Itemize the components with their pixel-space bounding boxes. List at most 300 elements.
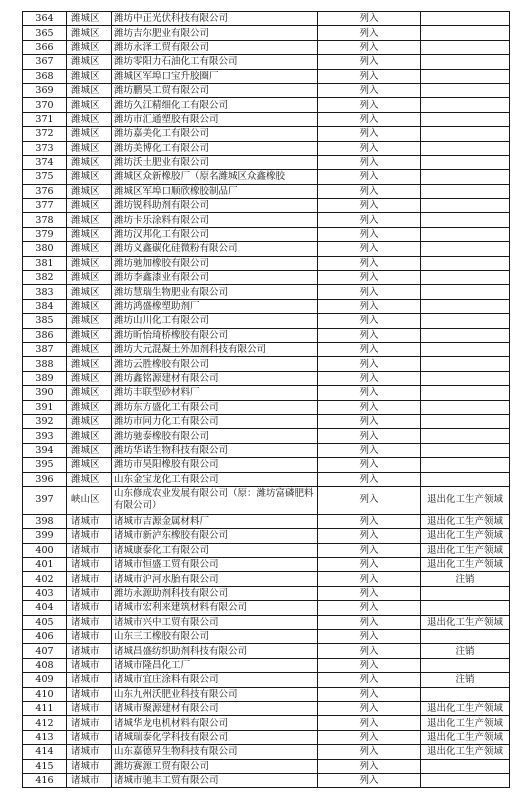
remark-cell [421, 242, 510, 256]
company-name-cell: 诸城昌盛纺织助剂科技有限公司 [112, 644, 318, 658]
company-name-cell: 潍坊汉邦化工有限公司 [112, 227, 318, 241]
table-row [23, 730, 510, 744]
table-row [23, 112, 510, 126]
table-row [23, 12, 510, 26]
remark-cell: 退出化工生产领域 [421, 514, 510, 528]
table-row [23, 299, 510, 313]
row-number: 373 [23, 141, 67, 155]
remark-cell: 退出化工生产领域 [421, 730, 510, 744]
table-row [23, 357, 510, 371]
district-cell: 诸城市 [67, 673, 112, 687]
district-cell: 潍城区 [67, 357, 112, 371]
table-row [23, 170, 510, 184]
row-number: 370 [23, 98, 67, 112]
status-cell: 列入 [318, 586, 421, 600]
status-cell: 列入 [318, 543, 421, 557]
district-cell: 潍城区 [67, 26, 112, 40]
company-name-cell: 潍坊云胜橡胶有限公司 [112, 357, 318, 371]
company-name-cell: 潍坊永泽工贸有限公司 [112, 40, 318, 54]
company-name-cell: 潍坊驰加橡胶有限公司 [112, 256, 318, 270]
status-cell: 列入 [318, 26, 421, 40]
status-cell: 列入 [318, 630, 421, 644]
status-cell: 列入 [318, 759, 421, 773]
status-cell: 列入 [318, 227, 421, 241]
remark-cell [421, 40, 510, 54]
remark-cell [421, 601, 510, 615]
company-name-cell: 潍坊赛源工贸有限公司 [112, 759, 318, 773]
row-number: 403 [23, 586, 67, 600]
district-cell: 诸城市 [67, 730, 112, 744]
company-name-cell: 潍坊永源助剂科技有限公司 [112, 586, 318, 600]
remark-cell [421, 83, 510, 97]
row-number: 408 [23, 658, 67, 672]
row-number: 411 [23, 701, 67, 715]
table-row [23, 458, 510, 472]
district-cell: 潍城区 [67, 328, 112, 342]
company-name-cell: 潍坊华诺生物科技有限公司 [112, 443, 318, 457]
company-name-cell: 山东修成农业发展有限公司（原：潍坊富磷肥料有限公司） [112, 486, 318, 514]
remark-cell [421, 112, 510, 126]
company-name-cell: 潍坊卡乐涂料有限公司 [112, 213, 318, 227]
company-name-cell: 潍坊市同力化工有限公司 [112, 414, 318, 428]
district-cell: 潍城区 [67, 155, 112, 169]
row-number: 384 [23, 299, 67, 313]
district-cell: 潍城区 [67, 443, 112, 457]
table-row [23, 615, 510, 629]
table-row [23, 271, 510, 285]
company-name-cell: 诸城华龙电机材料有限公司 [112, 716, 318, 730]
table-row [23, 543, 510, 557]
row-number: 385 [23, 314, 67, 328]
company-name-cell: 潍坊大元混凝土外加剂科技有限公司 [112, 342, 318, 356]
table-row [23, 558, 510, 572]
company-name-cell: 潍坊李鑫漆业有限公司 [112, 271, 318, 285]
remark-cell: 退出化工生产领域 [421, 745, 510, 759]
table-row [23, 773, 510, 787]
company-name-cell: 潍坊嘉美化工有限公司 [112, 127, 318, 141]
row-number: 366 [23, 40, 67, 54]
table-row [23, 285, 510, 299]
company-name-cell: 潍城区军埠口顺欣橡胶制品厂 [112, 184, 318, 198]
table-row [23, 40, 510, 54]
remark-cell [421, 357, 510, 371]
remark-cell [421, 227, 510, 241]
status-cell: 列入 [318, 730, 421, 744]
remark-cell [421, 55, 510, 69]
row-number: 378 [23, 213, 67, 227]
row-number: 409 [23, 673, 67, 687]
remark-cell [421, 687, 510, 701]
company-name-cell: 诸城市聚源建材有限公司 [112, 701, 318, 715]
status-cell: 列入 [318, 429, 421, 443]
district-cell: 潍城区 [67, 199, 112, 213]
table-row [23, 26, 510, 40]
row-number: 395 [23, 458, 67, 472]
table-row [23, 486, 510, 514]
row-number: 400 [23, 543, 67, 557]
district-cell: 潍城区 [67, 299, 112, 313]
remark-cell [421, 472, 510, 486]
row-number: 397 [23, 486, 67, 514]
table-row [23, 184, 510, 198]
remark-cell [421, 630, 510, 644]
remark-cell [421, 342, 510, 356]
district-cell: 诸城市 [67, 615, 112, 629]
status-cell: 列入 [318, 213, 421, 227]
enterprise-list-table [22, 11, 510, 788]
district-cell: 潍城区 [67, 184, 112, 198]
remark-cell [421, 184, 510, 198]
status-cell: 列入 [318, 558, 421, 572]
row-number: 375 [23, 170, 67, 184]
company-name-cell: 潍坊市昊阳橡胶有限公司 [112, 458, 318, 472]
row-number: 387 [23, 342, 67, 356]
status-cell: 列入 [318, 414, 421, 428]
status-cell: 列入 [318, 687, 421, 701]
district-cell: 诸城市 [67, 630, 112, 644]
table-row [23, 687, 510, 701]
table-row [23, 673, 510, 687]
row-number: 399 [23, 529, 67, 543]
status-cell: 列入 [318, 472, 421, 486]
table-row [23, 658, 510, 672]
row-number: 377 [23, 199, 67, 213]
status-cell: 列入 [318, 112, 421, 126]
row-number: 393 [23, 429, 67, 443]
table-row [23, 630, 510, 644]
table-row [23, 443, 510, 457]
company-name-cell: 诸城瑞泰化学科技有限公司 [112, 730, 318, 744]
district-cell: 诸城市 [67, 601, 112, 615]
remark-cell: 退出化工生产领域 [421, 716, 510, 730]
remark-cell [421, 12, 510, 26]
status-cell: 列入 [318, 170, 421, 184]
remark-cell: 退出化工生产领域 [421, 615, 510, 629]
table-row [23, 429, 510, 443]
row-number: 368 [23, 69, 67, 83]
status-cell: 列入 [318, 386, 421, 400]
company-name-cell: 潍坊市汇通塑胶有限公司 [112, 112, 318, 126]
district-cell: 潍城区 [67, 314, 112, 328]
row-number: 416 [23, 773, 67, 787]
district-cell: 潍城区 [67, 400, 112, 414]
status-cell: 列入 [318, 328, 421, 342]
remark-cell [421, 328, 510, 342]
status-cell: 列入 [318, 601, 421, 615]
row-number: 405 [23, 615, 67, 629]
remark-cell [421, 199, 510, 213]
row-number: 382 [23, 271, 67, 285]
remark-cell [421, 443, 510, 457]
company-name-cell: 潍坊义鑫碳化硅微粉有限公司 [112, 242, 318, 256]
row-number: 369 [23, 83, 67, 97]
table-row [23, 371, 510, 385]
company-name-cell: 诸城市恒盛工贸有限公司 [112, 558, 318, 572]
row-number: 398 [23, 514, 67, 528]
status-cell: 列入 [318, 98, 421, 112]
district-cell: 潍城区 [67, 12, 112, 26]
table-row [23, 386, 510, 400]
remark-cell: 退出化工生产领域 [421, 543, 510, 557]
status-cell: 列入 [318, 486, 421, 514]
remark-cell: 退出化工生产领域 [421, 558, 510, 572]
row-number: 371 [23, 112, 67, 126]
status-cell: 列入 [318, 529, 421, 543]
row-number: 413 [23, 730, 67, 744]
remark-cell [421, 458, 510, 472]
table-row [23, 572, 510, 586]
status-cell: 列入 [318, 69, 421, 83]
table-row [23, 256, 510, 270]
table-row [23, 601, 510, 615]
table-row [23, 586, 510, 600]
district-cell: 潍城区 [67, 386, 112, 400]
district-cell: 潍城区 [67, 98, 112, 112]
company-name-cell: 诸城市新泸东橡胶有限公司 [112, 529, 318, 543]
row-number: 389 [23, 371, 67, 385]
table-row [23, 141, 510, 155]
table-row [23, 227, 510, 241]
table-row [23, 644, 510, 658]
status-cell: 列入 [318, 184, 421, 198]
remark-cell [421, 170, 510, 184]
table-row [23, 69, 510, 83]
status-cell: 列入 [318, 514, 421, 528]
table-row [23, 55, 510, 69]
row-number: 402 [23, 572, 67, 586]
remark-cell: 退出化工生产领域 [421, 529, 510, 543]
company-name-cell: 诸城市宜庄涂料有限公司 [112, 673, 318, 687]
row-number: 374 [23, 155, 67, 169]
status-cell: 列入 [318, 371, 421, 385]
remark-cell [421, 414, 510, 428]
district-cell: 潍城区 [67, 271, 112, 285]
company-name-cell: 诸城市兴中工贸有限公司 [112, 615, 318, 629]
district-cell: 诸城市 [67, 644, 112, 658]
table-row [23, 242, 510, 256]
status-cell: 列入 [318, 615, 421, 629]
table-row [23, 529, 510, 543]
table-row [23, 701, 510, 715]
table-row [23, 98, 510, 112]
district-cell: 诸城市 [67, 658, 112, 672]
company-name-cell: 潍坊昕怡琦桥橡胶有限公司 [112, 328, 318, 342]
status-cell: 列入 [318, 443, 421, 457]
company-name-cell: 潍城区众新橡胶厂（原名潍城区众鑫橡胶 [112, 170, 318, 184]
status-cell: 列入 [318, 299, 421, 313]
district-cell: 潍城区 [67, 170, 112, 184]
company-name-cell: 潍坊美博化工有限公司 [112, 141, 318, 155]
status-cell: 列入 [318, 644, 421, 658]
company-name-cell: 潍坊鹏昊工贸有限公司 [112, 83, 318, 97]
status-cell: 列入 [318, 716, 421, 730]
row-number: 367 [23, 55, 67, 69]
status-cell: 列入 [318, 127, 421, 141]
status-cell: 列入 [318, 256, 421, 270]
row-number: 392 [23, 414, 67, 428]
district-cell: 潍城区 [67, 55, 112, 69]
status-cell: 列入 [318, 12, 421, 26]
enterprise-list-body [23, 12, 510, 788]
district-cell: 潍城区 [67, 127, 112, 141]
remark-cell [421, 773, 510, 787]
company-name-cell: 潍坊锐科助剂有限公司 [112, 199, 318, 213]
status-cell: 列入 [318, 400, 421, 414]
company-name-cell: 潍坊山川化工有限公司 [112, 314, 318, 328]
district-cell: 诸城市 [67, 759, 112, 773]
district-cell: 潍城区 [67, 227, 112, 241]
remark-cell: 注销 [421, 673, 510, 687]
district-cell: 潍城区 [67, 414, 112, 428]
company-name-cell: 潍坊驰泰橡胶有限公司 [112, 429, 318, 443]
company-name-cell: 诸城市隆昌化工厂 [112, 658, 318, 672]
row-number: 406 [23, 630, 67, 644]
row-number: 365 [23, 26, 67, 40]
company-name-cell: 诸城市沪河水胎有限公司 [112, 572, 318, 586]
company-name-cell: 诸城市宏利来建筑材料有限公司 [112, 601, 318, 615]
table-row [23, 400, 510, 414]
company-name-cell: 潍坊慧瑞生物肥业有限公司 [112, 285, 318, 299]
row-number: 391 [23, 400, 67, 414]
remark-cell [421, 658, 510, 672]
row-number: 410 [23, 687, 67, 701]
company-name-cell: 诸城市吉源金属材料厂 [112, 514, 318, 528]
district-cell: 诸城市 [67, 558, 112, 572]
district-cell: 潍城区 [67, 472, 112, 486]
row-number: 394 [23, 443, 67, 457]
district-cell: 诸城市 [67, 529, 112, 543]
remark-cell [421, 155, 510, 169]
district-cell: 潍城区 [67, 40, 112, 54]
row-number: 381 [23, 256, 67, 270]
remark-cell [421, 127, 510, 141]
remark-cell [421, 386, 510, 400]
company-name-cell: 潍坊久江精细化工有限公司 [112, 98, 318, 112]
row-number: 414 [23, 745, 67, 759]
remark-cell [421, 314, 510, 328]
status-cell: 列入 [318, 342, 421, 356]
remark-cell [421, 400, 510, 414]
table-row [23, 155, 510, 169]
row-number: 396 [23, 472, 67, 486]
company-name-cell: 山东九州沃肥业科技有限公司 [112, 687, 318, 701]
row-number: 379 [23, 227, 67, 241]
row-number: 404 [23, 601, 67, 615]
remark-cell [421, 285, 510, 299]
district-cell: 潍城区 [67, 83, 112, 97]
remark-cell [421, 98, 510, 112]
row-number: 388 [23, 357, 67, 371]
status-cell: 列入 [318, 458, 421, 472]
company-name-cell: 诸城市驰丰工贸有限公司 [112, 773, 318, 787]
company-name-cell: 潍坊沃土肥业有限公司 [112, 155, 318, 169]
status-cell: 列入 [318, 572, 421, 586]
row-number: 383 [23, 285, 67, 299]
row-number: 380 [23, 242, 67, 256]
remark-cell [421, 26, 510, 40]
row-number: 372 [23, 127, 67, 141]
remark-cell [421, 271, 510, 285]
remark-cell: 注销 [421, 644, 510, 658]
remark-cell [421, 69, 510, 83]
table-row [23, 514, 510, 528]
table-row [23, 472, 510, 486]
row-number: 376 [23, 184, 67, 198]
status-cell: 列入 [318, 658, 421, 672]
table-row [23, 759, 510, 773]
remark-cell [421, 256, 510, 270]
status-cell: 列入 [318, 141, 421, 155]
table-row [23, 342, 510, 356]
company-name-cell: 潍坊中正光伏科技有限公司 [112, 12, 318, 26]
status-cell: 列入 [318, 773, 421, 787]
company-name-cell: 山东嘉德昇生物科技有限公司 [112, 745, 318, 759]
row-number: 390 [23, 386, 67, 400]
table-row [23, 199, 510, 213]
status-cell: 列入 [318, 155, 421, 169]
table-row [23, 213, 510, 227]
remark-cell [421, 299, 510, 313]
table-row [23, 83, 510, 97]
company-name-cell: 潍坊吉尔肥业有限公司 [112, 26, 318, 40]
district-cell: 峡山区 [67, 486, 112, 514]
district-cell: 潍城区 [67, 141, 112, 155]
company-name-cell: 潍坊鸿盛橡塑助剂厂 [112, 299, 318, 313]
remark-cell [421, 213, 510, 227]
status-cell: 列入 [318, 83, 421, 97]
district-cell: 潍城区 [67, 112, 112, 126]
table-row [23, 745, 510, 759]
row-number: 401 [23, 558, 67, 572]
district-cell: 诸城市 [67, 716, 112, 730]
district-cell: 诸城市 [67, 701, 112, 715]
district-cell: 潍城区 [67, 69, 112, 83]
status-cell: 列入 [318, 271, 421, 285]
table-row [23, 414, 510, 428]
status-cell: 列入 [318, 314, 421, 328]
district-cell: 潍城区 [67, 342, 112, 356]
remark-cell [421, 586, 510, 600]
remark-cell [421, 759, 510, 773]
company-name-cell: 潍坊鑫铭源建材有限公司 [112, 371, 318, 385]
company-name-cell: 山东三工橡胶有限公司 [112, 630, 318, 644]
status-cell: 列入 [318, 701, 421, 715]
company-name-cell: 潍坊丰联型砂材料厂 [112, 386, 318, 400]
remark-cell: 退出化工生产领域 [421, 486, 510, 514]
status-cell: 列入 [318, 40, 421, 54]
remark-cell [421, 429, 510, 443]
status-cell: 列入 [318, 673, 421, 687]
company-name-cell: 潍城区军埠口宝升胶圈厂 [112, 69, 318, 83]
remark-cell [421, 371, 510, 385]
status-cell: 列入 [318, 357, 421, 371]
status-cell: 列入 [318, 242, 421, 256]
row-number: 364 [23, 12, 67, 26]
district-cell: 潍城区 [67, 242, 112, 256]
status-cell: 列入 [318, 285, 421, 299]
district-cell: 诸城市 [67, 773, 112, 787]
row-number: 415 [23, 759, 67, 773]
row-number: 386 [23, 328, 67, 342]
company-name-cell: 诸城康泰化工有限公司 [112, 543, 318, 557]
district-cell: 潍城区 [67, 429, 112, 443]
district-cell: 诸城市 [67, 687, 112, 701]
district-cell: 潍城区 [67, 213, 112, 227]
table-row [23, 127, 510, 141]
district-cell: 潍城区 [67, 256, 112, 270]
district-cell: 潍城区 [67, 371, 112, 385]
company-name-cell: 潍坊零阳力石油化工有限公司 [112, 55, 318, 69]
